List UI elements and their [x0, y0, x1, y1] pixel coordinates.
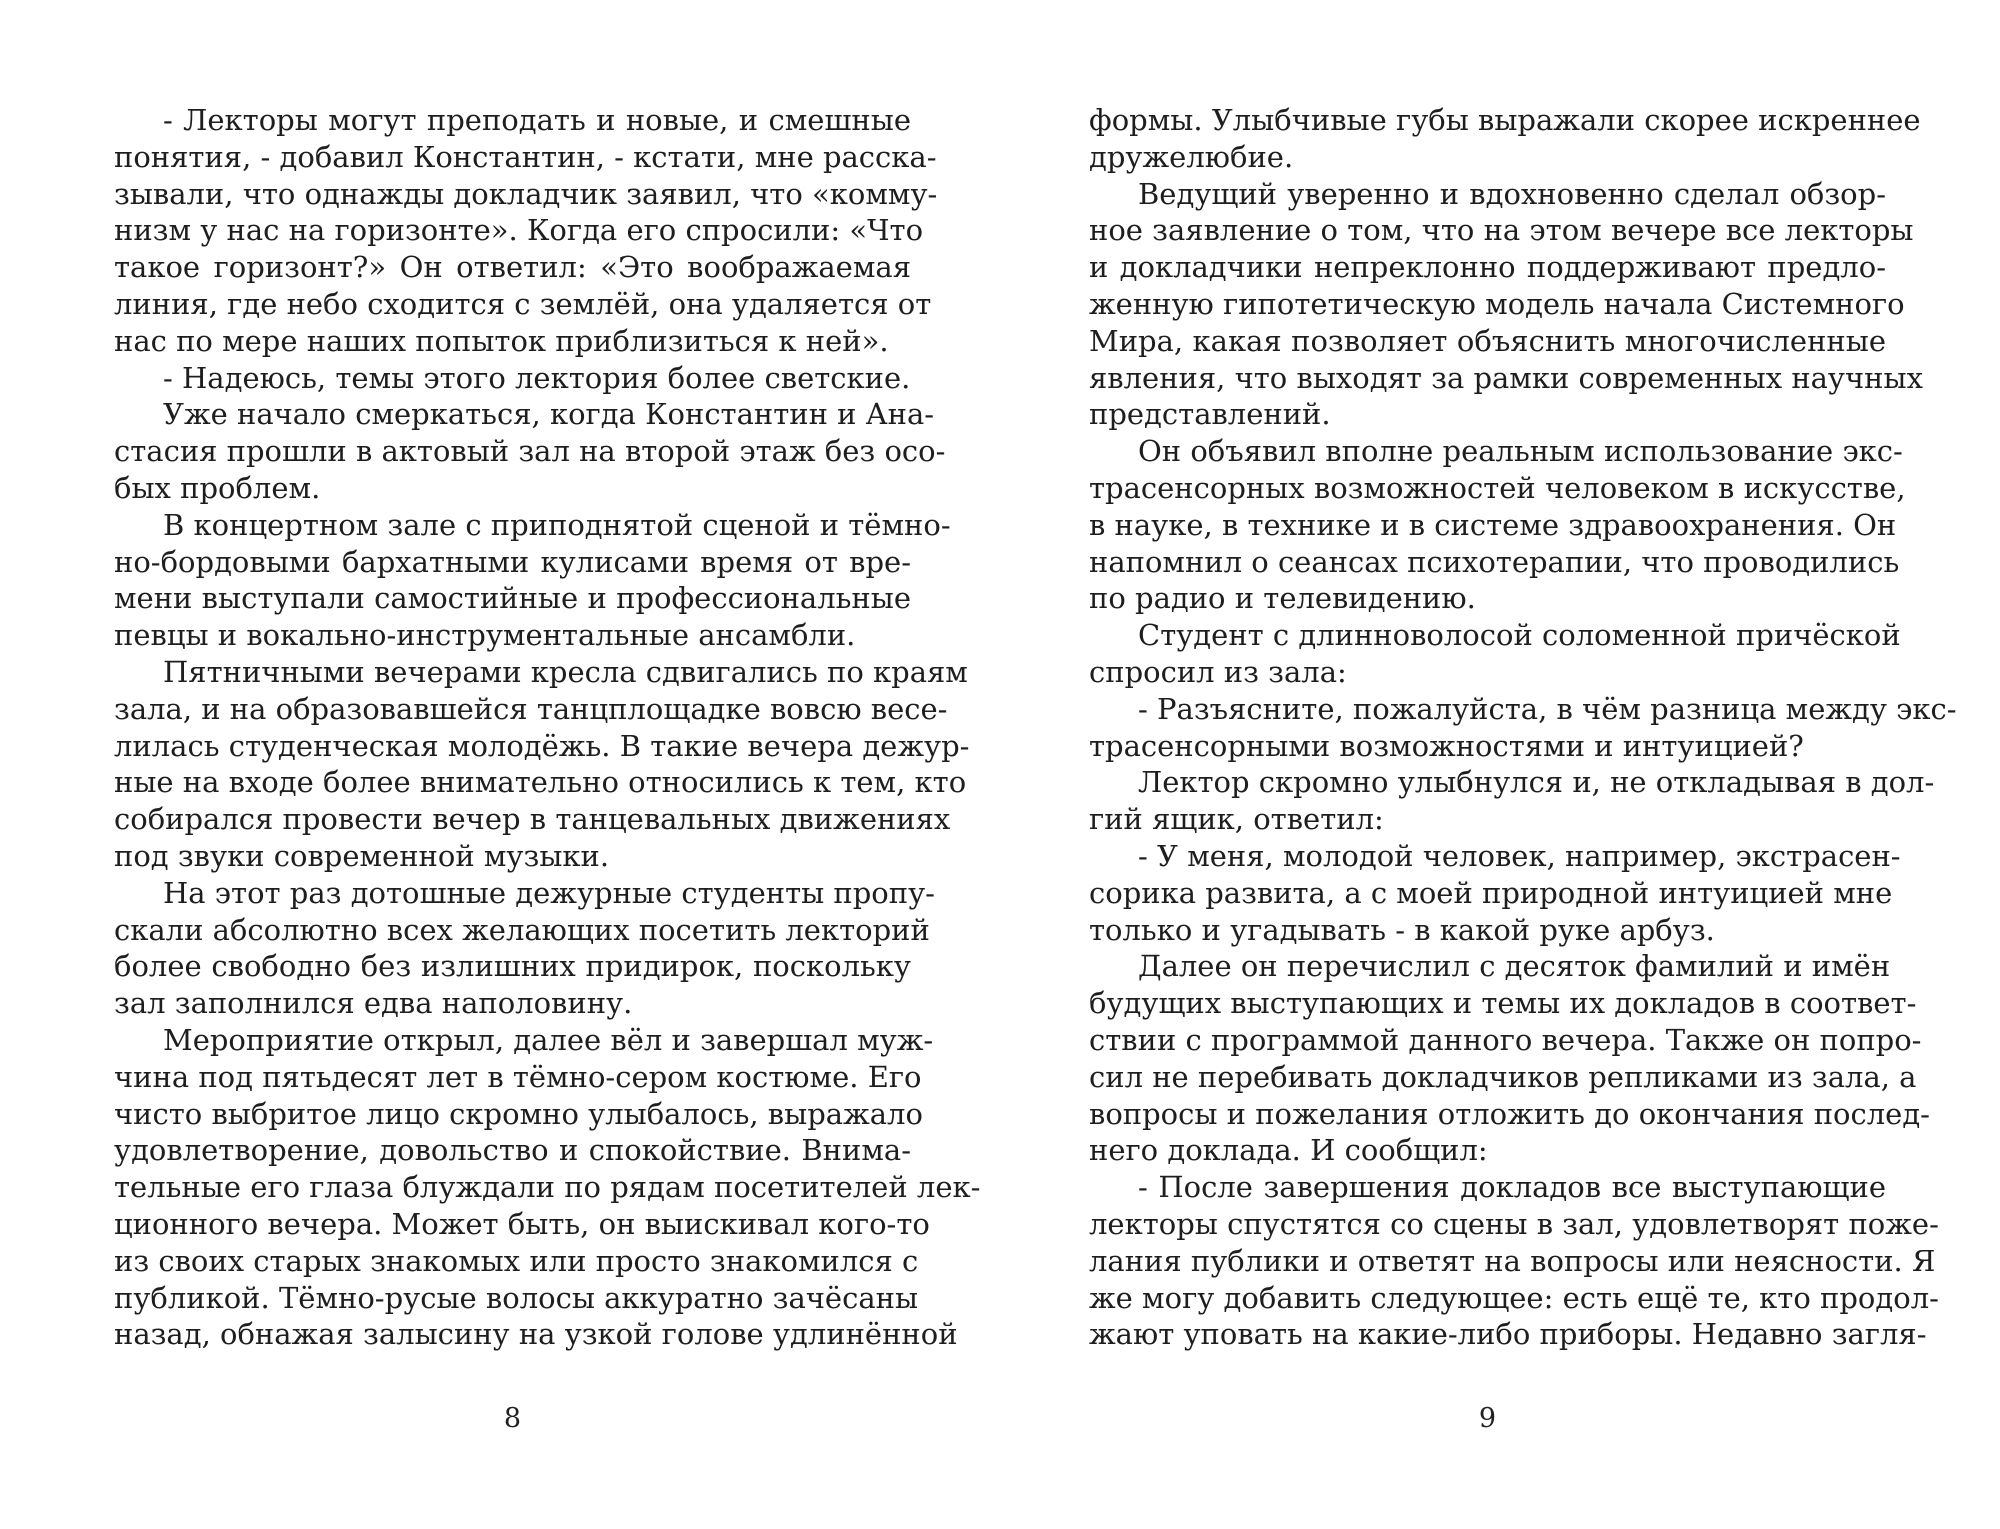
text-line: гий ящик, ответил: — [1089, 802, 1384, 837]
text-line: такое горизонт?» Он ответил: «Это воображаемая — [114, 250, 911, 285]
left-page-text — [114, 102, 981, 1353]
text-line: низм у нас на горизонте». Когда его спросили: «Что — [114, 213, 924, 248]
right-page — [1089, 102, 1957, 1434]
page-number: 8 — [503, 1403, 522, 1434]
text-line: В концертном зале с приподнятой сценой и тёмно- — [163, 507, 951, 542]
text-line: представлений. — [1089, 397, 1331, 432]
text-line: ствии с программой данного вечера. Также он попро- — [1089, 1022, 1922, 1057]
text-line: собирался провести вечер в танцевальных движениях — [114, 802, 951, 837]
text-line: скали абсолютно всех желающих посетить лекторий — [114, 912, 930, 947]
text-line: Ведущий уверенно и вдохновенно сделал обзор- — [1138, 176, 1886, 211]
text-line: Мира, какая позволяет объяснить многочисленные — [1089, 323, 1886, 358]
text-line: под звуки современной музыки. — [114, 838, 610, 873]
text-line: тельные его глаза блуждали по рядам посетителей лек- — [114, 1170, 981, 1205]
text-line: чисто выбритое лицо скромно улыбалось, выражало — [114, 1096, 923, 1131]
text-line: - После завершения докладов все выступающие — [1138, 1170, 1886, 1205]
text-line: - У меня, молодой человек, например, экстрасен- — [1138, 838, 1901, 873]
text-line: из своих старых знакомых или просто знакомился с — [114, 1243, 919, 1278]
text-line: стасия прошли в актовый зал на второй этаж без осо- — [114, 434, 946, 469]
text-line: спросил из зала: — [1089, 654, 1347, 689]
text-line: Лектор скромно улыбнулся и, не откладывая в дол- — [1138, 765, 1935, 800]
text-line: - Надеюсь, темы этого лектория более светские. — [163, 360, 911, 395]
text-line: напомнил о сеансах психотерапии, что проводились — [1089, 544, 1900, 579]
text-line: назад, обнажая залысину на узкой голове удлинённой — [114, 1317, 958, 1352]
text-line: лекторы спустятся со сцены в зал, удовлетворят поже- — [1089, 1206, 1939, 1241]
text-line: ционного вечера. Может быть, он выискивал кого-то — [114, 1206, 930, 1241]
text-line: сил не перебивать докладчиков репликами из зала, а — [1089, 1059, 1917, 1094]
text-line: вопросы и пожелания отложить до окончания послед- — [1089, 1096, 1930, 1131]
text-line: зала, и на образовавшейся танцплощадке вовсю весе- — [114, 691, 948, 726]
text-line: жают уповать на какие-либо приборы. Недавно загля- — [1089, 1317, 1927, 1352]
text-line: лания публики и ответят на вопросы или неясности. Я — [1089, 1243, 1936, 1278]
text-line: - Разъясните, пожалуйста, в чём разница между экс- — [1138, 691, 1957, 726]
text-line: по радио и телевидению. — [1089, 581, 1476, 616]
text-line: Он объявил вполне реальным использование экс- — [1138, 434, 1903, 469]
right-page-text — [1089, 102, 1957, 1353]
text-line: певцы и вокально-инструментальные ансамбли. — [114, 618, 856, 653]
text-line: ные на входе более внимательно относились к тем, кто — [114, 765, 967, 800]
text-line: Пятничными вечерами кресла сдвигались по краям — [163, 654, 968, 689]
text-line: ное заявление о том, что на этом вечере все лекторы — [1089, 213, 1914, 248]
text-line: только и угадывать - в какой руке арбуз. — [1089, 912, 1715, 947]
text-line: линия, где небо сходится с землёй, она удаляется от — [114, 286, 932, 321]
text-line: мени выступали самостийные и профессиональные — [114, 581, 911, 616]
text-line: явления, что выходят за рамки современных научных — [1089, 360, 1923, 395]
text-line: него доклада. И сообщил: — [1089, 1133, 1488, 1168]
text-line: Мероприятие открыл, далее вёл и завершал муж- — [163, 1022, 934, 1057]
text-line: удовлетворение, довольство и спокойствие. Внима- — [114, 1133, 911, 1168]
text-line: На этот раз дотошные дежурные студенты пропу- — [163, 875, 935, 910]
text-line: понятия, - добавил Константин, - кстати, мне расска- — [114, 139, 937, 174]
text-line: сорика развита, а с моей природной интуицией мне — [1089, 875, 1893, 910]
page-number: 9 — [1478, 1403, 1497, 1434]
text-line: же могу добавить следующее: есть ещё те, кто продол- — [1089, 1280, 1939, 1315]
text-line: будущих выступающих и темы их докладов в соответ- — [1089, 986, 1917, 1021]
text-line: - Лекторы могут преподать и новые, и смешные — [163, 103, 911, 137]
text-line: зал заполнился едва наполовину. — [114, 986, 633, 1021]
text-line: лилась студенческая молодёжь. В такие вечера дежур- — [114, 728, 970, 763]
text-line: Далее он перечислил с десяток фамилий и имён — [1138, 949, 1891, 984]
text-line: в науке, в технике и в системе здравоохранения. Он — [1089, 507, 1897, 542]
text-line: трасенсорными возможностями и интуицией? — [1089, 728, 1804, 763]
text-line: чина под пятьдесят лет в тёмно-сером костюме. Его — [114, 1059, 922, 1094]
text-line: Уже начало смеркаться, когда Константин и Ана- — [163, 397, 935, 432]
text-line: дружелюбие. — [1089, 139, 1294, 174]
text-line: Студент с длинноволосой соломенной причёской — [1138, 618, 1901, 653]
text-line: трасенсорных возможностей человеком в искусстве, — [1089, 470, 1906, 505]
text-line: женную гипотетическую модель начала Системного — [1089, 286, 1905, 321]
text-line: зывали, что однажды докладчик заявил, что «комму- — [114, 176, 938, 211]
text-line: но-бордовыми бархатными кулисами время от вре- — [114, 544, 911, 579]
text-line: и докладчики непреклонно поддерживают предло- — [1089, 250, 1886, 285]
text-line: бых проблем. — [114, 470, 321, 505]
left-page — [114, 102, 981, 1434]
text-line: нас по мере наших попыток приблизиться к ней». — [114, 323, 889, 358]
text-line: формы. Улыбчивые губы выражали скорее искреннее — [1089, 103, 1921, 137]
text-line: публикой. Тёмно-русые волосы аккуратно зачёсаны — [114, 1280, 919, 1315]
text-line: более свободно без излишних придирок, поскольку — [114, 949, 911, 984]
